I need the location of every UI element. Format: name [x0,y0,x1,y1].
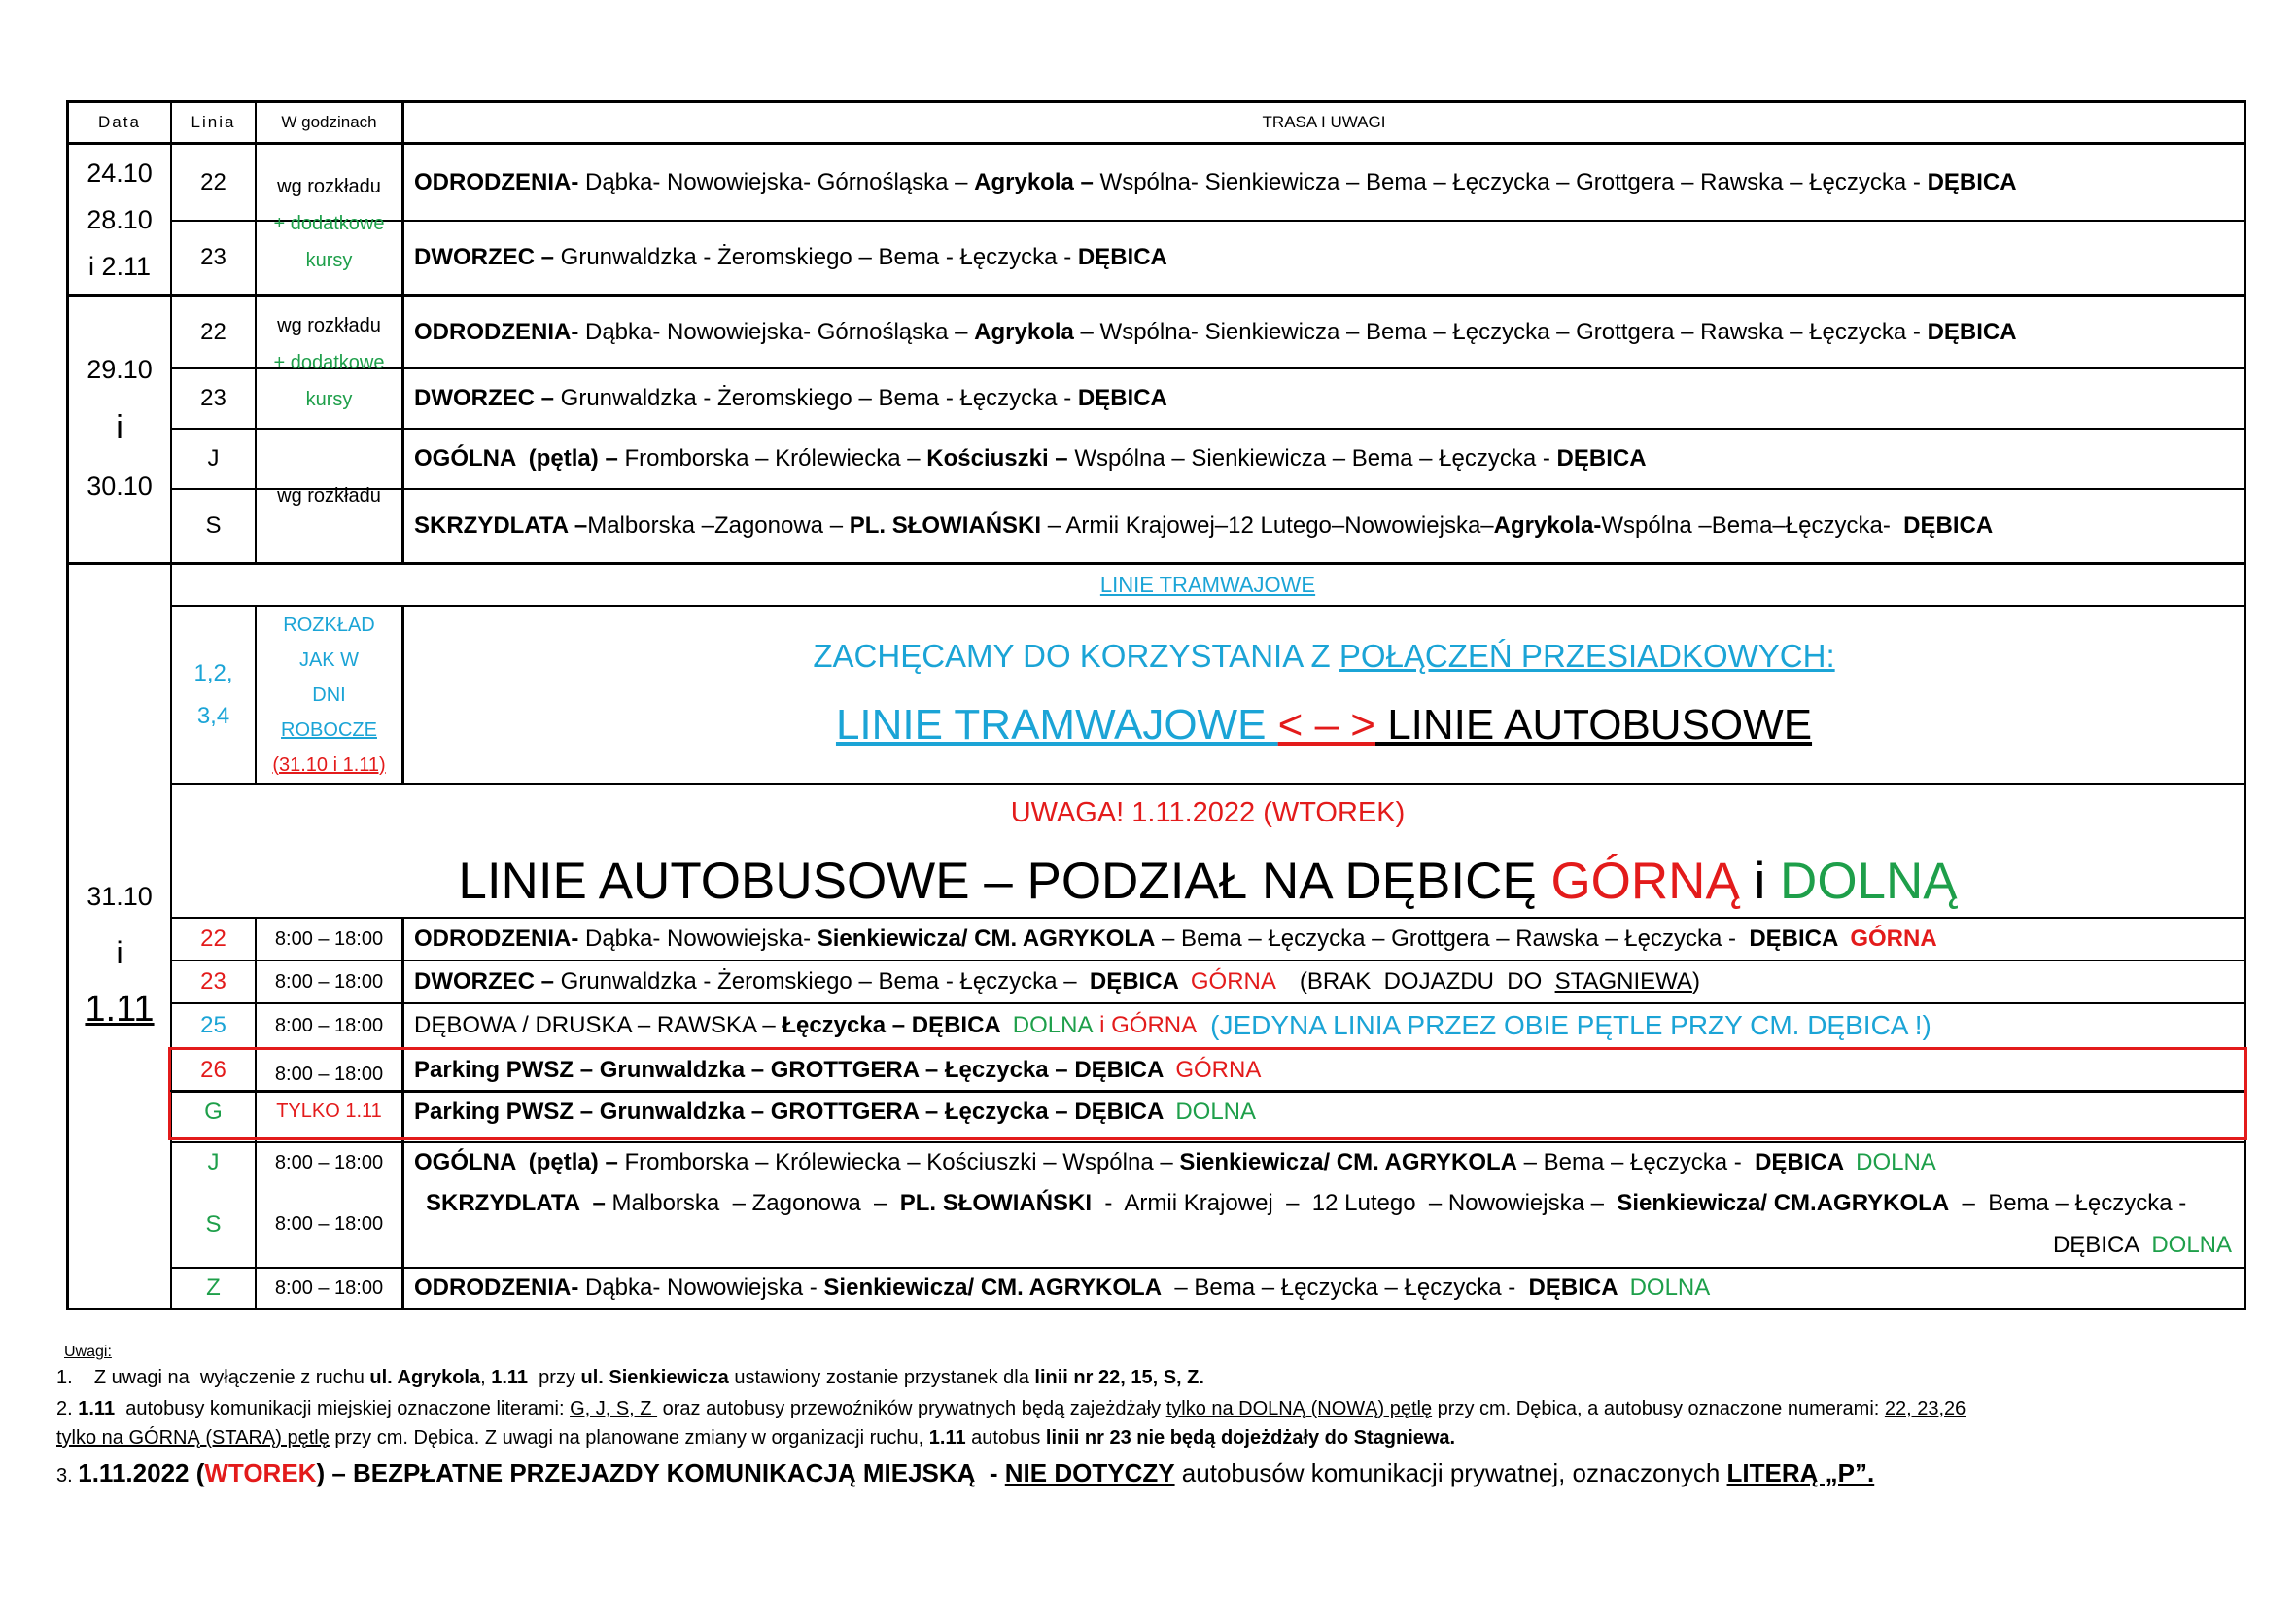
line-number: 23 [200,385,226,411]
route-dolna: DOLNA [1175,1099,1257,1125]
route-part: DĘBICA [1077,385,1167,411]
route-sec3-j [414,1143,1936,1182]
note-part: 2. [56,1398,79,1419]
route-part: i [1093,1012,1112,1038]
hours-only-1-11: TYLKO 1.11 [276,1100,382,1122]
route-part: Łęczycka – DĘBICA [782,1012,1001,1038]
date-line: 30.10 [87,472,153,501]
route-dolna: DOLNA [1012,1012,1094,1038]
route-part: DĘBICA [1749,926,1839,952]
hours-extra: kursy [305,389,353,410]
route-sec3-23 [414,961,1700,1002]
route-part: - Armii Krajowej – 12 Lutego – Nowowiejska – [1092,1190,1618,1216]
header-route: TRASA I UWAGI [1262,113,1386,131]
route-part: – Wspólna- Sienkiewicza – Bema – Łęczycka – Grottgera – Rawska – Łęczycka - [1073,318,1928,345]
route-part: ) [1691,968,1700,995]
route-part: DĘBICA [1077,244,1167,270]
route-sec2-j [414,430,1647,488]
route-part: OGÓLNA (pętla) – [414,1149,618,1175]
hours-range: 8:00 – 18:00 [274,1063,384,1085]
note-part: linii nr 23 nie będą dojeżdżały do Stagniewa. [1045,1427,1456,1449]
col-sep-hours [401,100,404,563]
route-part: DĘBICA [1089,968,1179,995]
sec2-hours [257,305,401,420]
note-part: ) – BEZPŁATNE PRZEJAZDY KOMUNIKACJĄ MIEJSKĄ - [316,1458,1005,1487]
route-part: ODRODZENIA- [414,1275,579,1301]
route-dolna: DOLNA [2151,1232,2232,1258]
line-number: 23 [200,968,226,995]
note-part: 22, 23,26 [1884,1398,1966,1419]
note-part: WTOREK [204,1458,317,1487]
route-sec3-s-line1 [426,1182,2186,1225]
note-part: 1.11 [928,1427,966,1449]
route-part: OGÓLNA (pętla) – [414,445,618,472]
note-part: tylko na DOLNĄ (NOWĄ) pętlę [1165,1398,1433,1419]
route-sec1-22 [414,145,2017,220]
note-part: ul. Agrykola [369,1367,481,1388]
route-part: Wspólna – Sienkiewicza – Bema – Łęczycka - [1067,445,1557,472]
line-number: 23 [200,244,226,270]
hours-range: 8:00 – 18:00 [274,1014,384,1036]
line-number: Z [206,1275,221,1301]
route-part: – Bema – Łęczycka - [1949,1190,2187,1216]
hours-extra: + dodatkowe [273,352,385,373]
route-part: Fromborska – Królewiecka – [617,445,927,472]
route-part: – Bema – Łęczycka – Łęczycka - [1162,1275,1529,1301]
route-part: PL. SŁOWIAŃSKI [849,512,1042,539]
route-part: Malborska – Zagonowa – [605,1190,900,1216]
route-dolna: DOLNA [1856,1149,1936,1175]
route-part: DĘBICA [1903,512,1994,539]
notes-title: Uwagi: [64,1344,112,1360]
route-part: DĘBICA [2052,1232,2140,1258]
route-part: Parking PWSZ – Grunwaldzka – GROTTGERA – Łęczycka – DĘBICA [414,1056,1165,1083]
route-part: ODRODZENIA- [414,926,579,952]
route-part: Wspólna- Sienkiewicza – Bema – Łęczycka – Grottgera – Rawska – Łęczycka - [1093,168,1928,195]
encourage-text [404,632,2244,681]
route-part: DĘBICA [1528,1275,1618,1301]
route-sec2-23 [414,369,1167,428]
note-part: 1.11 [491,1367,529,1388]
route-part: Fromborska – Królewiecka – Kościuszki – Wspólna – [617,1149,1180,1175]
line-number: S [205,1210,222,1238]
note-part: linii nr 22, 15, S, Z. [1034,1367,1204,1388]
hours-range: 8:00 – 18:00 [274,970,384,993]
date-line: i [116,409,123,446]
date-line: i 2.11 [87,252,152,281]
route-part: Parking PWSZ – Grunwaldzka – GROTTGERA – Łęczycka – DĘBICA [414,1099,1165,1125]
route-gorna: GÓRNA [1190,968,1276,995]
date-line: 24.10 [87,158,153,188]
encourage-part: ZACHĘCAMY DO KORZYSTANIA Z [813,638,1339,674]
note-part: autobus [965,1427,1046,1449]
route-part: STAGNIEWA [1554,968,1692,995]
route-gorna: GÓRNA [1850,926,1937,952]
header-line: Linia [191,113,236,131]
sec3-dates [69,846,170,1060]
route-part: Malborska –Zagonowa – [587,512,850,539]
split-title [172,846,2244,916]
hours-extra: + dodatkowe [273,213,385,234]
route-sec2-s [414,490,1993,562]
note-part: tylko na GÓRNĄ (STARĄ) pętlę [56,1427,330,1449]
route-part: Grunwaldzka - Żeromskiego – Bema - Łęczycka - [554,385,1078,411]
date-line: i [116,935,123,970]
row-line [170,605,2244,607]
route-sec3-s-line2 [2053,1225,2232,1266]
note-part: 1.11.2022 ( [78,1458,205,1487]
hours-text: wg rozkładu [277,315,381,336]
big-tram-text: LINIE TRAMWAJOWE [835,701,1278,749]
route-part: SKRZYDLATA – [426,1190,606,1216]
route-part: Sienkiewicza/ CM.AGRYKOLA [1617,1190,1950,1216]
note-part: przy cm. Dębica. Z uwagi na planowane zmiany w organizacji ruchu, [329,1427,929,1449]
note-part: G, J, S, Z [570,1398,658,1419]
note-part: autobusy komunikacji miejskiej oznaczone literami: [115,1398,571,1419]
line-number: 22 [200,926,226,952]
route-part: Dąbka- Nowowiejska- Górnośląska – [578,168,975,195]
route-part: Sienkiewicza/ CM. AGRYKOLA [1179,1149,1517,1175]
note-part: przy cm. Dębica, a autobusy oznaczone numerami: [1432,1398,1885,1419]
route-part: Agrykola- [1493,512,1602,539]
line-number: J [207,445,220,472]
route-sec3-z [414,1269,1710,1308]
sec2-dates [69,321,170,535]
route-part: Grunwaldzka - Żeromskiego – Bema - Łęczycka - [554,244,1078,270]
hours-text: wg rozkładu [277,176,381,197]
arrow-text: < – > [1277,701,1375,749]
route-part: Wspólna –Bema–Łęczycka- [1601,512,1904,539]
route-part: DWORZEC – [414,244,554,270]
route-sec3-26 [414,1050,1261,1090]
tram-sched-text: DNI [312,683,346,706]
split-gorna: GÓRNĄ [1550,852,1740,910]
sec1-hours [257,165,401,282]
warning-text: UWAGA! 1.11.2022 (WTOREK) [1010,796,1406,828]
hours-range: 8:00 – 18:00 [274,927,384,950]
route-part: – Bema – Łęczycka – Grottgera – Rawska – Łęczycka - [1155,926,1750,952]
hours-range: 8:00 – 18:00 [274,1276,384,1299]
route-part: DĘBICA [1556,445,1647,472]
route-part: (BRAK DOJAZDU DO [1299,968,1555,995]
hours-range: 8:00 – 18:00 [274,1151,384,1173]
sec1-dates [69,150,170,290]
note-part: ustawiony zostanie przystanek dla [728,1367,1035,1388]
line-number: 26 [200,1056,226,1083]
line-number: 25 [200,1012,226,1038]
route-sec1-23 [414,222,1167,294]
note-part: 1.11 [78,1398,116,1419]
tram-sched-text: ROZKŁAD [283,613,375,636]
split-title-part: LINIE AUTOBUSOWE – PODZIAŁ NA DĘBICĘ [458,852,1551,910]
line-number: J [207,1149,220,1175]
line-number: 22 [200,318,226,345]
route-part: ODRODZENIA- [414,318,579,345]
route-part: Dąbka- Nowowiejska- [578,926,818,952]
note-3 [56,1458,1874,1488]
hours-extra: kursy [305,250,353,271]
route-part: Grunwaldzka - Żeromskiego – Bema - Łęczycka – [554,968,1090,995]
route-part: DĘBICA [1927,168,2017,195]
route-part: Kościuszki – [926,445,1068,472]
route-sec3-25 [414,1004,1931,1047]
date-line: 29.10 [87,355,153,384]
note-part: przy [528,1367,581,1388]
route-part: SKRZYDLATA – [414,512,588,539]
route-part: PL. SŁOWIAŃSKI [899,1190,1093,1216]
tram-sched-text: JAK W [298,648,360,671]
note-part: 1. Z uwagi na wyłączenie z ruchu [56,1367,370,1388]
note-2-line1 [56,1398,1966,1420]
note-part: 3. [56,1465,79,1486]
encourage-link: POŁĄCZEŃ PRZESIADKOWYCH: [1339,638,1835,674]
route-part: Dąbka- Nowowiejska- Górnośląska – [578,318,975,345]
route-sec3-22 [414,919,1937,960]
row-line-bottom [66,1308,2246,1310]
split-title-part: i [1739,852,1781,910]
date-line: 1.11 [85,989,155,1030]
header-hours: W godzinach [281,113,377,131]
route-gorna: GÓRNA [1175,1056,1262,1083]
route-part: DĘBICA [1927,318,2017,345]
route-part: DWORZEC – [414,968,554,995]
note-2-line2 [56,1427,1455,1450]
route-dolna: DOLNA [1629,1275,1711,1301]
route-sec2-22 [414,297,2017,367]
note-part: NIE DOTYCZY [1004,1458,1175,1487]
route-part: ODRODZENIA- [414,168,579,195]
route-part: DĘBOWA / DRUSKA – RAWSKA – [414,1012,783,1038]
line-number: G [204,1099,223,1125]
big-bus-text: LINIE AUTOBUSOWE [1374,701,1813,749]
tram-line-number: 3,4 [196,702,230,729]
route-gorna: GÓRNA [1111,1012,1198,1038]
route-part: Sienkiewicza/ CM. AGRYKOLA [817,926,1156,952]
note-part: , [480,1367,492,1388]
route-part: – Bema – Łęczycka - [1516,1149,1756,1175]
tram-bus-transfer [404,694,2244,756]
route-note: (JEDYNA LINIA PRZEZ OBIE PĘTLE PRZY CM. DĘBICA !) [1210,1010,1931,1040]
tram-schedule [257,607,401,783]
route-part: Dąbka- Nowowiejska - [578,1275,824,1301]
row-line [170,783,2244,785]
date-line: 31.10 [87,882,153,911]
note-1 [56,1367,1204,1389]
note-part: ul. Sienkiewicza [580,1367,729,1388]
note-part: autobusów komunikacji prywatnej, oznaczonych [1174,1458,1727,1487]
tram-sched-date: (31.10 i 1.11) [272,753,386,776]
route-part: Agrykola [974,318,1074,345]
tram-line-number: 1,2, [193,659,233,686]
line-number: 22 [200,168,226,195]
route-part: Agrykola – [974,168,1094,195]
route-part: Sienkiewicza/ CM. AGRYKOLA [823,1275,1163,1301]
route-part: DWORZEC – [414,385,554,411]
date-line: 28.10 [87,205,153,234]
note-part: LITERĄ „P”. [1726,1458,1875,1487]
split-dolna: DOLNĄ [1780,852,1958,910]
note-part: oraz autobusy przewoźników prywatnych będą zajeżdżały [657,1398,1166,1419]
sec2-hours-js: wg rozkładu [277,484,381,507]
route-sec3-g [414,1092,1256,1133]
tram-lines [172,607,255,783]
tram-sched-text: ROBOCZE [281,718,377,741]
header-date: Data [98,113,141,131]
hours-range: 8:00 – 18:00 [274,1213,384,1235]
tram-header: LINIE TRAMWAJOWE [1099,572,1316,597]
line-number: S [205,512,222,539]
route-part: DĘBICA [1755,1149,1845,1175]
route-part: – Armii Krajowej–12 Lutego–Nowowiejska– [1041,512,1494,539]
